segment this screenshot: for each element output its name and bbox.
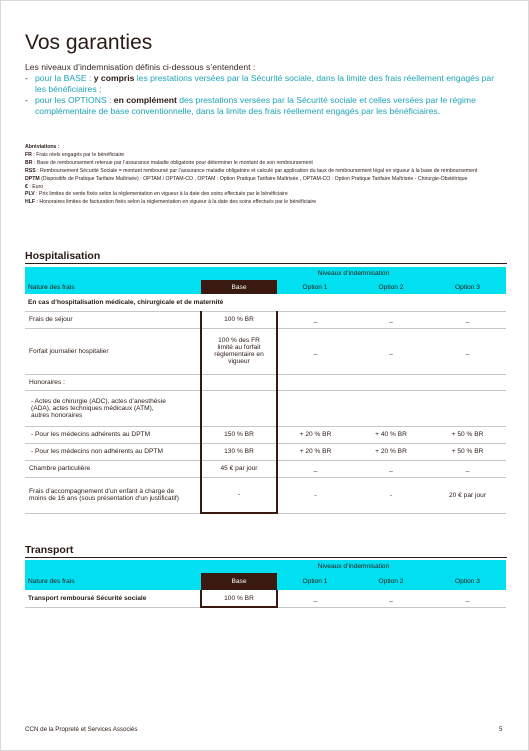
row-option2: _ <box>353 460 429 477</box>
row-label: - Actes de chirurgie (ADC), actes d’anesthésie (ADA), actes techniques médicaux (ATM), autres honoraires <box>25 390 201 426</box>
table-row <box>25 311 506 328</box>
column-header-option1: Option 1 <box>277 573 353 590</box>
column-header-nature: Nature des frais <box>25 573 201 590</box>
base-text: les prestations versées par la Sécurité sociale, dans la limite des frais réellement engagés par les bénéficiaires ; <box>35 73 495 94</box>
row-option1: + 20 % BR <box>277 426 353 443</box>
table-row <box>25 460 506 477</box>
abbreviations-heading: Abréviations : <box>25 144 60 150</box>
row-option2: _ <box>353 311 429 328</box>
column-header-nature: Nature des frais <box>25 280 201 294</box>
table-row <box>25 477 506 513</box>
table-row <box>25 328 506 374</box>
hospitalisation-table <box>25 267 506 514</box>
row-option3: 20 € par jour <box>429 477 506 513</box>
footer-text: CCN de la Propreté et Services Associés <box>25 726 138 733</box>
row-option2: + 20 % BR <box>353 443 429 460</box>
row-label: - Pour les médecins non adhérents au DPTM <box>25 443 201 460</box>
transport-divider <box>25 557 507 558</box>
table-subsection-row <box>25 294 506 311</box>
row-label: - Pour les médecins adhérents au DPTM <box>25 426 201 443</box>
row-base: 130 % BR <box>201 443 277 460</box>
table-row <box>25 426 506 443</box>
table-row <box>25 390 506 426</box>
row-base: 100 % BR <box>201 311 277 328</box>
column-header-option1: Option 1 <box>277 280 353 294</box>
table-header-niveaux <box>25 560 506 573</box>
row-option1: _ <box>277 460 353 477</box>
column-header-option2: Option 2 <box>353 280 429 294</box>
base-prefix: pour la BASE : <box>35 73 92 83</box>
table-header-niveaux <box>25 267 506 280</box>
row-base <box>201 390 277 426</box>
table-row <box>25 374 506 390</box>
options-text: des prestations versées par la Sécurité sociale et celles versées par le régime complémentaire de base conventionnelle, dans la limite des frais réellement engagés par les bénéficiaires. <box>35 95 476 116</box>
transport-table <box>25 560 506 608</box>
row-option2: _ <box>353 590 429 607</box>
table-row <box>25 443 506 460</box>
row-option2 <box>353 390 429 426</box>
row-option2 <box>353 374 429 390</box>
row-option1: _ <box>277 328 353 374</box>
table-header-columns <box>25 573 506 590</box>
row-option3: + 50 % BR <box>429 443 506 460</box>
row-label: Frais d’accompagnement d’un enfant à charge de moins de 16 ans (sous présentation d’un justificatif) <box>25 477 201 513</box>
niveaux-header: Niveaux d’indemnisation <box>201 267 506 280</box>
niveaux-header: Niveaux d’indemnisation <box>201 560 506 573</box>
row-option2: _ <box>353 328 429 374</box>
page-title: Vos garanties <box>25 31 153 54</box>
row-option3: + 50 % BR <box>429 426 506 443</box>
row-base: 45 € par jour <box>201 460 277 477</box>
row-option3: _ <box>429 328 506 374</box>
options-emph: en complément <box>111 95 177 105</box>
row-option1 <box>277 390 353 426</box>
abbr-item: FR : Frais réels engagés par le bénéficiaire <box>25 151 125 158</box>
column-header-base: Base <box>201 573 277 590</box>
column-header-option3: Option 3 <box>429 280 506 294</box>
row-option3 <box>429 374 506 390</box>
abbr-item: HLF : Honoraires limites de facturation fixés selon la réglementation en vigueur à la date des soins effectués par le bénéficiaire <box>25 199 317 206</box>
row-label: Chambre particulière <box>25 460 201 477</box>
row-option1: _ <box>277 590 353 607</box>
base-emph: y compris <box>91 73 135 83</box>
column-header-option2: Option 2 <box>353 573 429 590</box>
row-base: 150 % BR <box>201 426 277 443</box>
page-number: 5 <box>499 726 503 733</box>
row-option3: _ <box>429 460 506 477</box>
row-option1: + 20 % BR <box>277 443 353 460</box>
column-header-base: Base <box>201 280 277 294</box>
row-label: Transport remboursé Sécurité sociale <box>25 590 201 607</box>
hospitalisation-divider <box>25 263 507 264</box>
row-base: 100 % des FR limité au forfait réglementaire en vigueur <box>201 328 277 374</box>
table-row <box>25 590 506 607</box>
intro-list <box>25 73 505 117</box>
hospitalisation-title: Hospitalisation <box>25 250 101 262</box>
row-base: 100 % BR <box>201 590 277 607</box>
row-option1 <box>277 374 353 390</box>
row-option1: - <box>277 477 353 513</box>
row-label: Forfait journalier hospitalier <box>25 328 201 374</box>
row-option2: + 40 % BR <box>353 426 429 443</box>
abbr-item: BR : Base de remboursement retenue par l’assurance maladie obligatoire pour déterminer le montant de son remboursement <box>25 159 313 166</box>
intro-line: Les niveaux d’indemnisation définis ci-dessous s’entendent : <box>25 62 256 72</box>
row-option3 <box>429 390 506 426</box>
row-base <box>201 374 277 390</box>
row-option3: _ <box>429 311 506 328</box>
row-option3: _ <box>429 590 506 607</box>
row-label: Frais de séjour <box>25 311 201 328</box>
abbr-item: RSS : Remboursement Sécurité Sociale = montant remboursé par l’assurance maladie obligatoire et calculé par application du taux de remboursement légal en vigueur à la base de remboursement <box>25 167 478 174</box>
intro-text <box>25 62 505 117</box>
abbr-item: PLV : Prix limites de vente fixés selon la réglementation en vigueur à la date des soins effectués par le bénéficiaire <box>25 191 288 198</box>
column-header-option3: Option 3 <box>429 573 506 590</box>
transport-title: Transport <box>25 544 74 556</box>
abbr-item: DPTM (Dispositifs de Pratique Tarifaire Maîtrisée) : OPTAM / OPTAM-CO , OPTAM : Option Pratique Tarifaire Maîtrisée , OPTAM-CO : Option Pratique Tarifaire Maîtrisée - Chirurgie-Obstétrique <box>25 175 468 182</box>
row-base: - <box>201 477 277 513</box>
row-label: Honoraires : <box>25 374 201 390</box>
abbr-item: € : Euro <box>25 183 44 190</box>
row-option1: _ <box>277 311 353 328</box>
row-option2: - <box>353 477 429 513</box>
intro-item-options <box>25 95 505 117</box>
subsection-label: En cas d’hospitalisation médicale, chirurgicale et de maternité <box>25 294 506 311</box>
table-header-columns <box>25 280 506 294</box>
intro-item-base <box>25 73 505 95</box>
abbreviations <box>25 144 507 207</box>
options-prefix: pour les OPTIONS : <box>35 95 112 105</box>
